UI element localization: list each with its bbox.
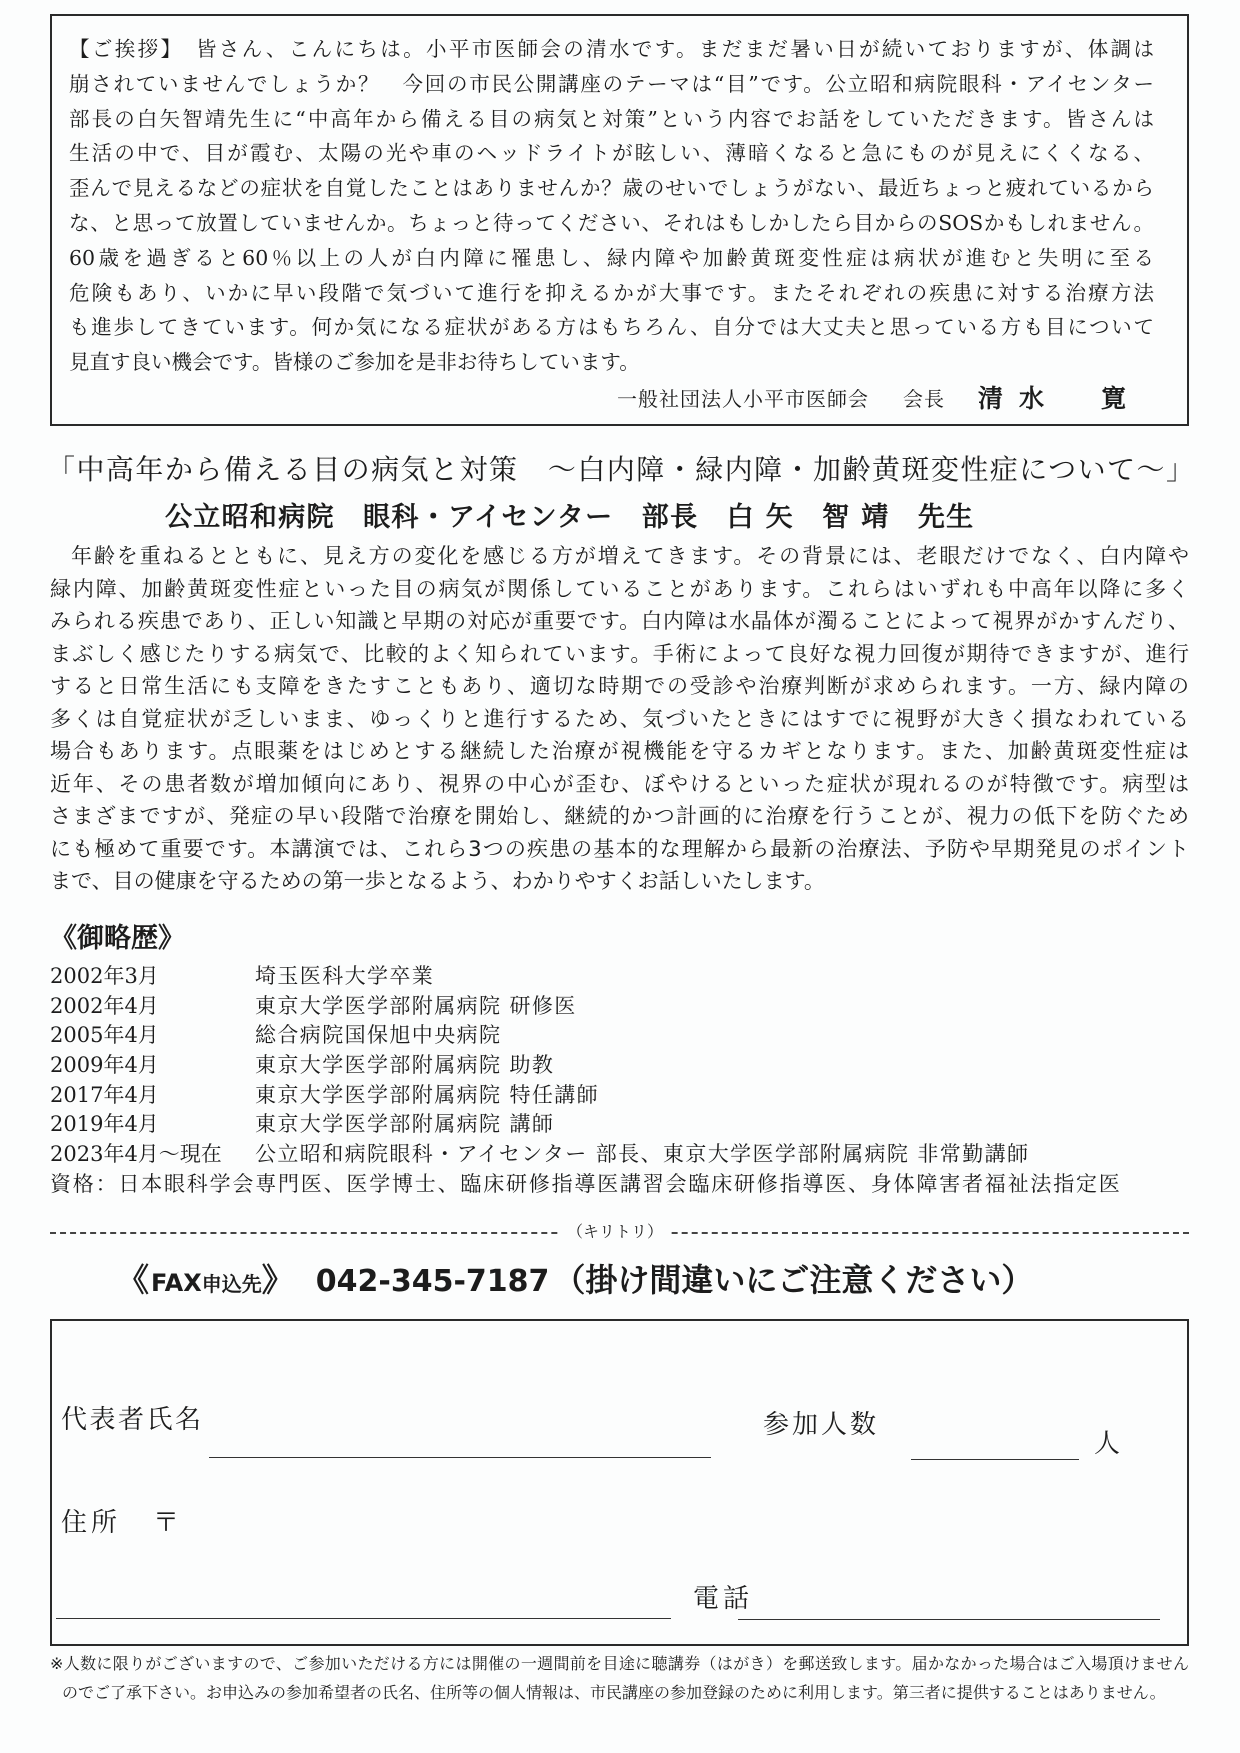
career-text: 東京大学医学部附属病院 講師: [255, 1112, 555, 1137]
greeting-line: 見直す良い機会です。皆様のご参加を是非お待ちしています。: [69, 350, 640, 375]
career-date: 2017年4月: [50, 1082, 159, 1107]
description-line: 多くは自覚症状が乏しいまま、ゆっくりと進行するため、気づいたときにはすでに視野が大きく損なわれている: [50, 706, 1189, 731]
fax-note: （掛け間違いにご注意ください）: [553, 1261, 1034, 1299]
representative-name-label: 代表者氏名: [61, 1405, 204, 1435]
greeting-line: 部長の白矢智靖先生に“中高年から備える目の病気と対策”という内容でお話をしていただきます。皆さんは: [69, 106, 1154, 131]
career-date: 2005年4月: [50, 1023, 159, 1048]
lecture-speaker: 公立昭和病院 眼科・アイセンター 部長 白 矢 智 靖 先生: [165, 502, 975, 533]
greeting-signature: [0, 382, 1240, 417]
fax-label: FAX: [151, 1269, 202, 1297]
description-line: 場合もあります。点眼薬をはじめとする継続した治療が視機能を守るカギとなります。また、加齢黄斑変性症は: [50, 739, 1189, 763]
description-line: まぶしく感じたりする病気で、比較的よく知られています。手術によって良好な視力回復が期待できますが、進行: [50, 641, 1189, 666]
fax-number: 042-345-7187: [315, 1264, 550, 1299]
greeting-line: 60歳を過ぎると60％以上の人が白内障に罹患し、緑内障や加齢黄斑変性症は病状が進むと失明に至る: [69, 245, 1154, 270]
qualifications-text: 資格：日本眼科学会専門医、医学博士、臨床研修指導医講習会臨床研修指導医、身体障害者福祉法指定医: [50, 1171, 1122, 1196]
description-line: さまざまですが、発症の早い段階で治療を開始し、継続的かつ計画的に治療を行うことが、視力の低下を防ぐため: [50, 804, 1189, 828]
career-text: 総合病院国保旭中央病院: [255, 1023, 502, 1048]
career-text: 公立昭和病院眼科・アイセンター 部長、東京大学医学部附属病院 非常勤講師: [255, 1142, 1030, 1167]
lecture-title: 「中高年から備える目の病気と対策 ～白内障・緑内障・加齢黄斑変性症について～」: [47, 453, 1194, 486]
fax-label-suffix: 申込先: [201, 1272, 262, 1296]
fax-application-line: [117, 1258, 1033, 1306]
cut-line-label: （キリトリ）: [559, 1221, 671, 1243]
signature-organization: 一般社団法人小平市医師会: [617, 387, 869, 411]
greeting-line: 崩されていませんでしょうか？ 今回の市民公開講座のテーマは“目”です。公立昭和病院眼科・アイセンター: [69, 71, 1154, 96]
career-date: 2023年4月～現在: [50, 1142, 222, 1167]
greeting-line: 生活の中で、目が霞む、太陽の光や車のヘッドライトが眩しい、薄暗くなると急にものが見えにくくなる、: [69, 141, 1154, 166]
career-date: 2019年4月: [50, 1112, 159, 1137]
postal-mark: 〒: [153, 1508, 180, 1538]
career-row: [50, 1051, 1189, 1081]
greeting-text: [69, 32, 1154, 380]
participant-count-field: [911, 1459, 1079, 1460]
career-row: [50, 1081, 1189, 1111]
greeting-line: 危険もあり、いかに早い段階で気づいて進行を抑えるかが大事です。またそれぞれの疾患に対する治療方法: [69, 280, 1154, 305]
application-form-box: [50, 1319, 1189, 1646]
greeting-line: も進歩してきています。何か気になる症状がある方はもちろん、自分では大丈夫と思っている方も目について: [69, 315, 1154, 340]
career-text: 東京大学医学部附属病院 助教: [255, 1053, 555, 1078]
career-list: [50, 962, 1189, 1200]
career-row: [50, 962, 1189, 992]
career-date: 2002年3月: [50, 964, 159, 988]
career-text: 埼玉医科大学卒業: [255, 964, 435, 988]
address-label: 住所: [61, 1508, 122, 1538]
lecture-description: [50, 540, 1189, 898]
signature-name: 清水 寛: [978, 384, 1143, 413]
signature-role: 会長: [903, 387, 945, 411]
address-field: [56, 1618, 671, 1619]
career-date: 2002年4月: [50, 993, 159, 1018]
greeting-line: な、と思って放置していませんか。ちょっと待ってください、それはもしかしたら目からのSOSかもしれません。: [69, 210, 1154, 235]
phone-field: [738, 1619, 1160, 1620]
description-line: まで、目の健康を守るための第一歩となるよう、わかりやすくお話しいたします。: [50, 869, 825, 893]
career-row: [50, 1140, 1189, 1170]
career-row: [50, 1110, 1189, 1140]
description-line: すると日常生活にも支障をきたすこともあり、適切な時期での受診や治療判断が求められます。一方、緑内障の: [50, 674, 1189, 698]
footnote-line: のでご了承下さい。お申込みの参加希望者の氏名、住所等の個人情報は、市民講座の参加登録のために利用します。第三者に提供することはありません。: [62, 1683, 1166, 1702]
fax-close-bracket: 》: [261, 1261, 294, 1299]
representative-name-field: [209, 1457, 711, 1458]
greeting-line: 【ご挨拶】 皆さん、こんにちは。小平市医師会の清水です。まだまだ暑い日が続いておりますが、体調は: [69, 37, 1154, 61]
description-line: にも極めて重要です。本講演では、これら3つの疾患の基本的な理解から最新の治療法、予防や早期発見のポイント: [50, 836, 1189, 861]
description-line: みられる疾患であり、正しい知識と早期の対応が重要です。白内障は水晶体が濁ることによって視界がかすんだり、: [50, 609, 1189, 633]
career-row: [50, 992, 1189, 1022]
description-line: 年齢を重ねるとともに、見え方の変化を感じる方が増えてきます。その背景には、老眼だけでなく、白内障や: [71, 544, 1189, 568]
career-text: 東京大学医学部附属病院 研修医: [255, 993, 577, 1018]
qualifications-row: [50, 1170, 1189, 1200]
career-date: 2009年4月: [50, 1053, 159, 1078]
career-text: 東京大学医学部附属病院 特任講師: [255, 1082, 600, 1107]
phone-label: 電話: [693, 1584, 754, 1614]
participant-count-label: 参加人数: [763, 1410, 880, 1440]
career-heading: 《御略歴》: [50, 923, 185, 954]
description-line: 近年、その患者数が増加傾向にあり、視界の中心が歪む、ぼやけるといった症状が現れるのが特徴です。病型は: [50, 771, 1189, 796]
participant-count-unit: 人: [1094, 1429, 1121, 1459]
description-line: 緑内障、加齢黄斑変性症といった目の病気が関係していることがあります。これらはいずれも中高年以降に多く: [50, 576, 1189, 601]
greeting-line: 歪んで見えるなどの症状を自覚したことはありませんか？歳のせいでしょうがない、最近ちょっと疲れているから: [69, 176, 1154, 201]
fax-open-bracket: 《: [117, 1261, 150, 1299]
footnote-line: ※人数に限りがございますので、ご参加いただける方には開催の一週間前を目途に聴講券（はがき）を郵送致します。届かなかった場合はご入場頂けません: [50, 1654, 1189, 1673]
career-row: [50, 1021, 1189, 1051]
